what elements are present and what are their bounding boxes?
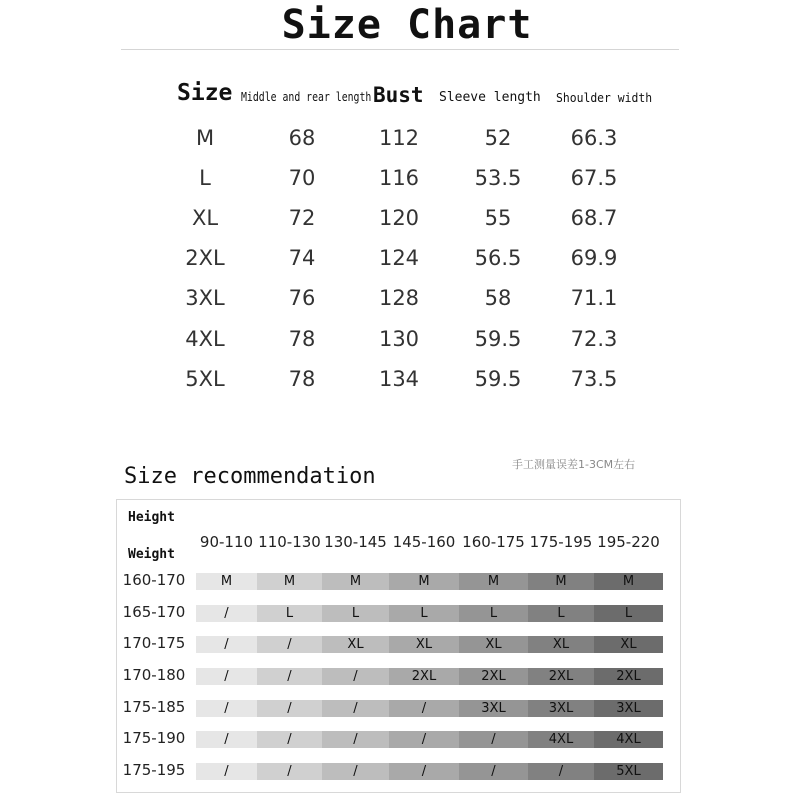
height-range-header: 110-130 xyxy=(258,533,321,551)
recommended-size-cell: 4XL xyxy=(528,731,594,748)
title-divider xyxy=(121,49,679,50)
recommended-size-cell: / xyxy=(196,668,257,685)
size-cell-length: 78 xyxy=(288,327,316,351)
weight-range-label: 160-170 xyxy=(122,571,186,589)
header-shoulder-width: Shoulder width xyxy=(556,91,653,105)
size-cell-shoulder: 71.1 xyxy=(570,286,618,310)
height-range-header: 90-110 xyxy=(199,533,254,551)
recommended-size-cell: 2XL xyxy=(594,668,663,685)
recommendation-title: Size recommendation xyxy=(124,464,376,489)
recommended-size-cell: 3XL xyxy=(594,700,663,717)
recommended-size-cell: / xyxy=(196,763,257,780)
recommended-size-cell: M xyxy=(389,573,459,590)
recommended-size-cell: / xyxy=(322,700,389,717)
height-range-header: 145-160 xyxy=(392,533,456,551)
size-cell-length: 72 xyxy=(288,206,316,230)
recommended-size-cell: L xyxy=(459,605,528,622)
recommended-size-cell: / xyxy=(257,763,322,780)
size-cell-shoulder: 72.3 xyxy=(570,327,618,351)
recommended-size-cell: / xyxy=(322,731,389,748)
recommended-size-cell: 4XL xyxy=(594,731,663,748)
recommended-size-cell: 2XL xyxy=(528,668,594,685)
recommended-size-cell: XL xyxy=(528,636,594,653)
recommended-size-cell: XL xyxy=(389,636,459,653)
header-bust: Bust xyxy=(373,83,424,107)
header-size: Size xyxy=(177,80,233,106)
recommended-size-cell: / xyxy=(459,731,528,748)
recommended-size-cell: / xyxy=(322,763,389,780)
page-title: Size Chart xyxy=(281,2,533,48)
height-range-header: 130-145 xyxy=(324,533,387,551)
recommended-size-cell: L xyxy=(257,605,322,622)
weight-range-label: 165-170 xyxy=(122,603,186,621)
recommended-size-cell: / xyxy=(389,700,459,717)
size-cell-size: M xyxy=(195,126,215,150)
size-cell-length: 76 xyxy=(288,286,316,310)
size-cell-length: 78 xyxy=(288,367,316,391)
recommended-size-cell: / xyxy=(528,763,594,780)
height-range-header: 195-220 xyxy=(597,533,660,551)
weight-axis-label: Weight xyxy=(128,547,175,562)
size-cell-bust: 134 xyxy=(378,367,420,391)
recommended-size-cell: / xyxy=(389,763,459,780)
size-cell-shoulder: 69.9 xyxy=(570,246,618,270)
size-cell-bust: 128 xyxy=(378,286,420,310)
size-cell-bust: 120 xyxy=(378,206,420,230)
recommended-size-cell: L xyxy=(594,605,663,622)
size-cell-sleeve: 58 xyxy=(484,286,512,310)
recommended-size-cell: M xyxy=(594,573,663,590)
weight-range-label: 175-185 xyxy=(122,698,186,716)
recommended-size-cell: / xyxy=(196,605,257,622)
size-cell-size: 5XL xyxy=(185,367,225,391)
size-cell-bust: 112 xyxy=(378,126,420,150)
height-axis-label: Height xyxy=(128,510,175,525)
size-cell-bust: 124 xyxy=(378,246,420,270)
recommended-size-cell: / xyxy=(257,636,322,653)
recommended-size-cell: M xyxy=(459,573,528,590)
size-cell-length: 68 xyxy=(288,126,316,150)
recommended-size-cell: / xyxy=(322,668,389,685)
recommended-size-cell: / xyxy=(196,700,257,717)
header-sleeve-length: Sleeve length xyxy=(439,90,541,105)
recommended-size-cell: XL xyxy=(322,636,389,653)
size-cell-shoulder: 67.5 xyxy=(570,166,618,190)
recommended-size-cell: 3XL xyxy=(528,700,594,717)
height-range-header: 175-195 xyxy=(529,533,593,551)
recommended-size-cell: M xyxy=(196,573,257,590)
recommended-size-cell: L xyxy=(528,605,594,622)
size-cell-sleeve: 53.5 xyxy=(474,166,522,190)
recommended-size-cell: XL xyxy=(594,636,663,653)
height-range-header: 160-175 xyxy=(462,533,525,551)
recommended-size-cell: 2XL xyxy=(459,668,528,685)
header-middle-rear-length: Middle and rear length xyxy=(241,90,372,104)
size-cell-length: 70 xyxy=(288,166,316,190)
size-cell-shoulder: 68.7 xyxy=(570,206,618,230)
recommended-size-cell: M xyxy=(257,573,322,590)
size-cell-sleeve: 56.5 xyxy=(474,246,522,270)
size-cell-shoulder: 73.5 xyxy=(570,367,618,391)
recommended-size-cell: / xyxy=(257,700,322,717)
size-cell-sleeve: 52 xyxy=(484,126,512,150)
size-cell-size: 3XL xyxy=(185,286,225,310)
size-cell-bust: 130 xyxy=(378,327,420,351)
size-cell-size: 4XL xyxy=(185,327,225,351)
recommended-size-cell: / xyxy=(459,763,528,780)
recommended-size-cell: / xyxy=(196,636,257,653)
size-cell-bust: 116 xyxy=(378,166,420,190)
size-cell-sleeve: 55 xyxy=(484,206,512,230)
weight-range-label: 170-180 xyxy=(122,666,186,684)
measurement-note: 手工测量误差1-3CM左右 xyxy=(512,458,636,471)
recommended-size-cell: 3XL xyxy=(459,700,528,717)
recommended-size-cell: M xyxy=(528,573,594,590)
recommended-size-cell: 5XL xyxy=(594,763,663,780)
weight-range-label: 175-195 xyxy=(122,761,186,779)
weight-range-label: 170-175 xyxy=(122,634,186,652)
size-cell-size: L xyxy=(199,166,211,190)
recommended-size-cell: / xyxy=(389,731,459,748)
recommended-size-cell: M xyxy=(322,573,389,590)
recommended-size-cell: L xyxy=(389,605,459,622)
size-cell-length: 74 xyxy=(288,246,316,270)
recommended-size-cell: / xyxy=(257,731,322,748)
size-cell-sleeve: 59.5 xyxy=(474,327,522,351)
recommended-size-cell: / xyxy=(257,668,322,685)
weight-range-label: 175-190 xyxy=(122,729,186,747)
recommended-size-cell: XL xyxy=(459,636,528,653)
size-cell-sleeve: 59.5 xyxy=(474,367,522,391)
size-cell-shoulder: 66.3 xyxy=(570,126,618,150)
size-cell-size: XL xyxy=(191,206,219,230)
recommended-size-cell: L xyxy=(322,605,389,622)
size-cell-size: 2XL xyxy=(185,246,225,270)
recommended-size-cell: 2XL xyxy=(389,668,459,685)
recommended-size-cell: / xyxy=(196,731,257,748)
